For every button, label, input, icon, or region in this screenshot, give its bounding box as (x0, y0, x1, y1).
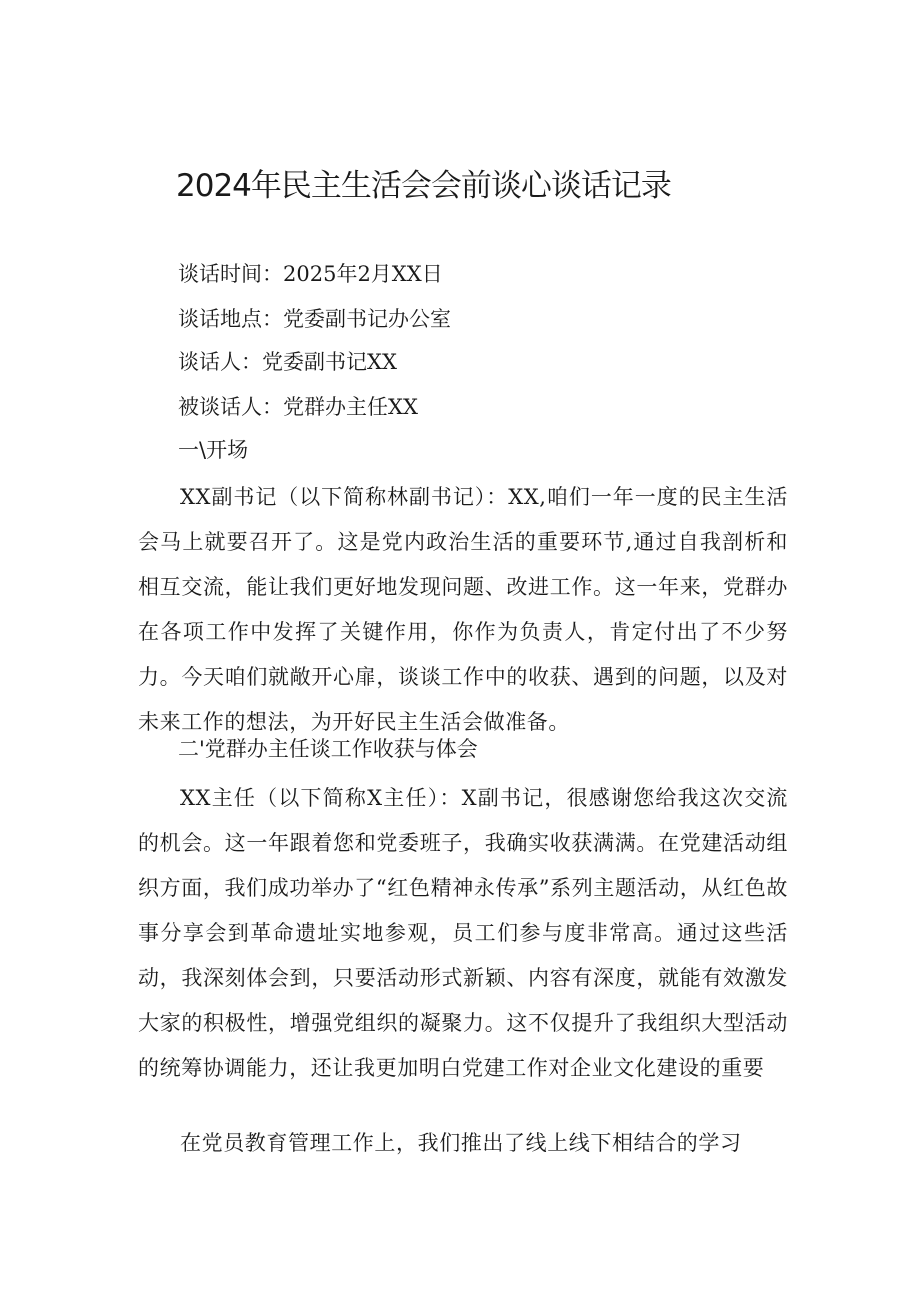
meta-time: 谈话时间：2025年2月XX日 (178, 262, 443, 286)
paragraph-party-education: 在党员教育管理工作上，我们推出了线上线下相结合的学习 (180, 1131, 742, 1155)
paragraph-opening: XX副书记（以下简称林副书记）：XX,咱们一年一度的民主生活会马上就要召开了。这是党内政治生活的重要环节,通过自我剖析和相互交流，能让我们更好地发现问题、改进工作。这一年来，党群办在各项工作中发挥了关键作用，你作为负责人，肯定付出了不少努力。今天咱们就敞开心扉，谈谈工作中的收获、遇到的问题，以及对未来工作的想法，为开好民主生活会做准备。 (138, 485, 788, 734)
document-title: 2024年民主生活会会前谈心谈话记录 (176, 168, 671, 204)
meta-place: 谈话地点：党委副书记办公室 (178, 307, 451, 331)
section-heading-work-gains: 二'党群办主任谈工作收获与体会 (178, 737, 478, 761)
meta-listener: 被谈话人：党群办主任XX (178, 395, 418, 419)
paragraph-work-gains: XX主任（以下简称X主任）：X副书记，很感谢您给我这次交流的机会。这一年跟着您和党委班子，我确实收获满满。在党建活动组织方面，我们成功举办了“红色精神永传承”系列主题活动，从红色故事分享会到革命遗址实地参观，员工们参与度非常高。通过这些活动，我深刻体会到，只要活动形式新颖、内容有深度，就能有效激发大家的积极性，增强党组织的凝聚力。这不仅提升了我组织大型活动的统筹协调能力，还让我更加明白党建工作对企业文化建设的重要 (138, 786, 788, 1080)
meta-speaker: 谈话人：党委副书记XX (178, 350, 397, 374)
section-heading-opening: 一\开场 (178, 438, 249, 462)
